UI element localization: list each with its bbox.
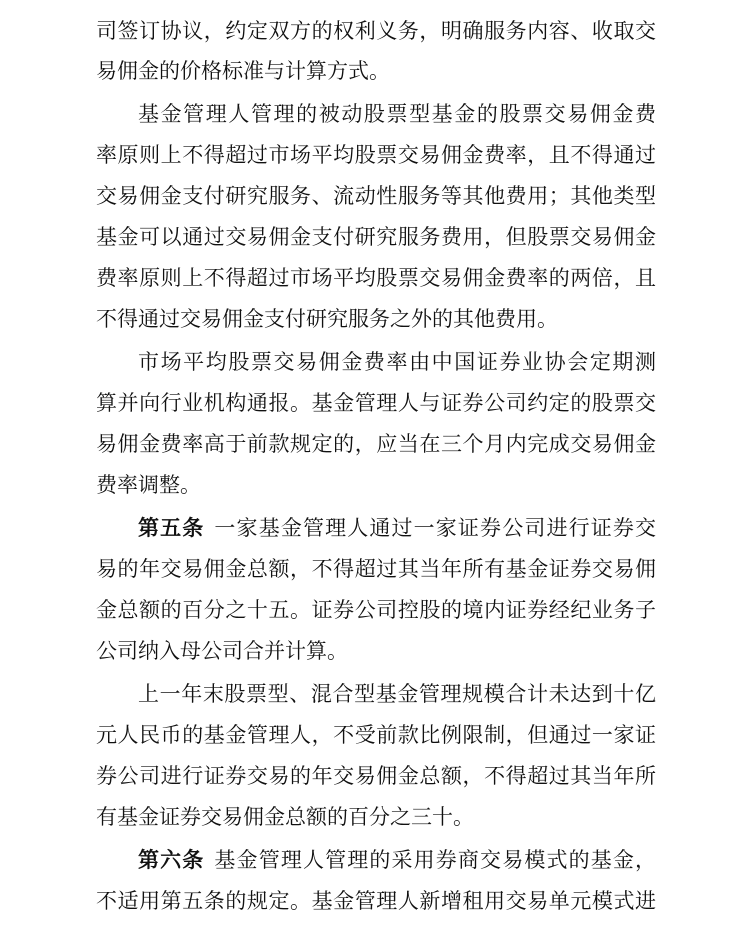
text-line: 上一年末股票型、混合型基金管理规模合计未达到十亿 bbox=[138, 682, 656, 706]
text-line: 算并向行业机构通报。基金管理人与证券公司约定的股票交 bbox=[96, 391, 656, 415]
text-line: 易佣金的价格标准与计算方式。 bbox=[96, 59, 390, 83]
text-line: 公司纳入母公司合并计算。 bbox=[96, 639, 348, 663]
article-line bbox=[138, 840, 656, 880]
text-line: 金总额的百分之十五。证券公司控股的境内证券经纪业务子 bbox=[96, 598, 656, 622]
article-number: 第六条 bbox=[138, 848, 205, 872]
text-line: 基金管理人管理的采用券商交易模式的基金， bbox=[214, 848, 656, 872]
text-line: 易的年交易佣金总额，不得超过其当年所有基金证券交易佣 bbox=[96, 557, 656, 581]
text-line: 交易佣金支付研究服务、流动性服务等其他费用；其他类型 bbox=[96, 184, 656, 208]
text-line: 不适用第五条的规定。基金管理人新增租用交易单元模式进 bbox=[96, 889, 656, 913]
text-line: 不得通过交易佣金支付研究服务之外的其他费用。 bbox=[96, 307, 558, 331]
text-line: 基金可以通过交易佣金支付研究服务费用，但股票交易佣金 bbox=[96, 225, 656, 249]
text-line: 基金管理人管理的被动股票型基金的股票交易佣金费 bbox=[138, 102, 656, 126]
text-line: 市场平均股票交易佣金费率由中国证券业协会定期测 bbox=[138, 350, 656, 374]
text-line: 司签订协议，约定双方的权利义务，明确服务内容、收取交 bbox=[96, 19, 656, 43]
text-line: 有基金证券交易佣金总额的百分之三十。 bbox=[96, 805, 474, 829]
article-number: 第五条 bbox=[138, 516, 205, 540]
text-line: 一家基金管理人通过一家证券公司进行证券交 bbox=[214, 516, 656, 540]
text-line: 易佣金费率高于前款规定的，应当在三个月内完成交易佣金 bbox=[96, 432, 656, 456]
text-line: 费率调整。 bbox=[96, 473, 201, 497]
text-line: 费率原则上不得超过市场平均股票交易佣金费率的两倍，且 bbox=[96, 266, 656, 290]
text-line: 券公司进行证券交易的年交易佣金总额，不得超过其当年所 bbox=[96, 764, 656, 788]
article-line bbox=[138, 508, 656, 548]
text-line: 元人民币的基金管理人，不受前款比例限制，但通过一家证 bbox=[96, 723, 656, 747]
text-line: 率原则上不得超过市场平均股票交易佣金费率，且不得通过 bbox=[96, 143, 656, 167]
